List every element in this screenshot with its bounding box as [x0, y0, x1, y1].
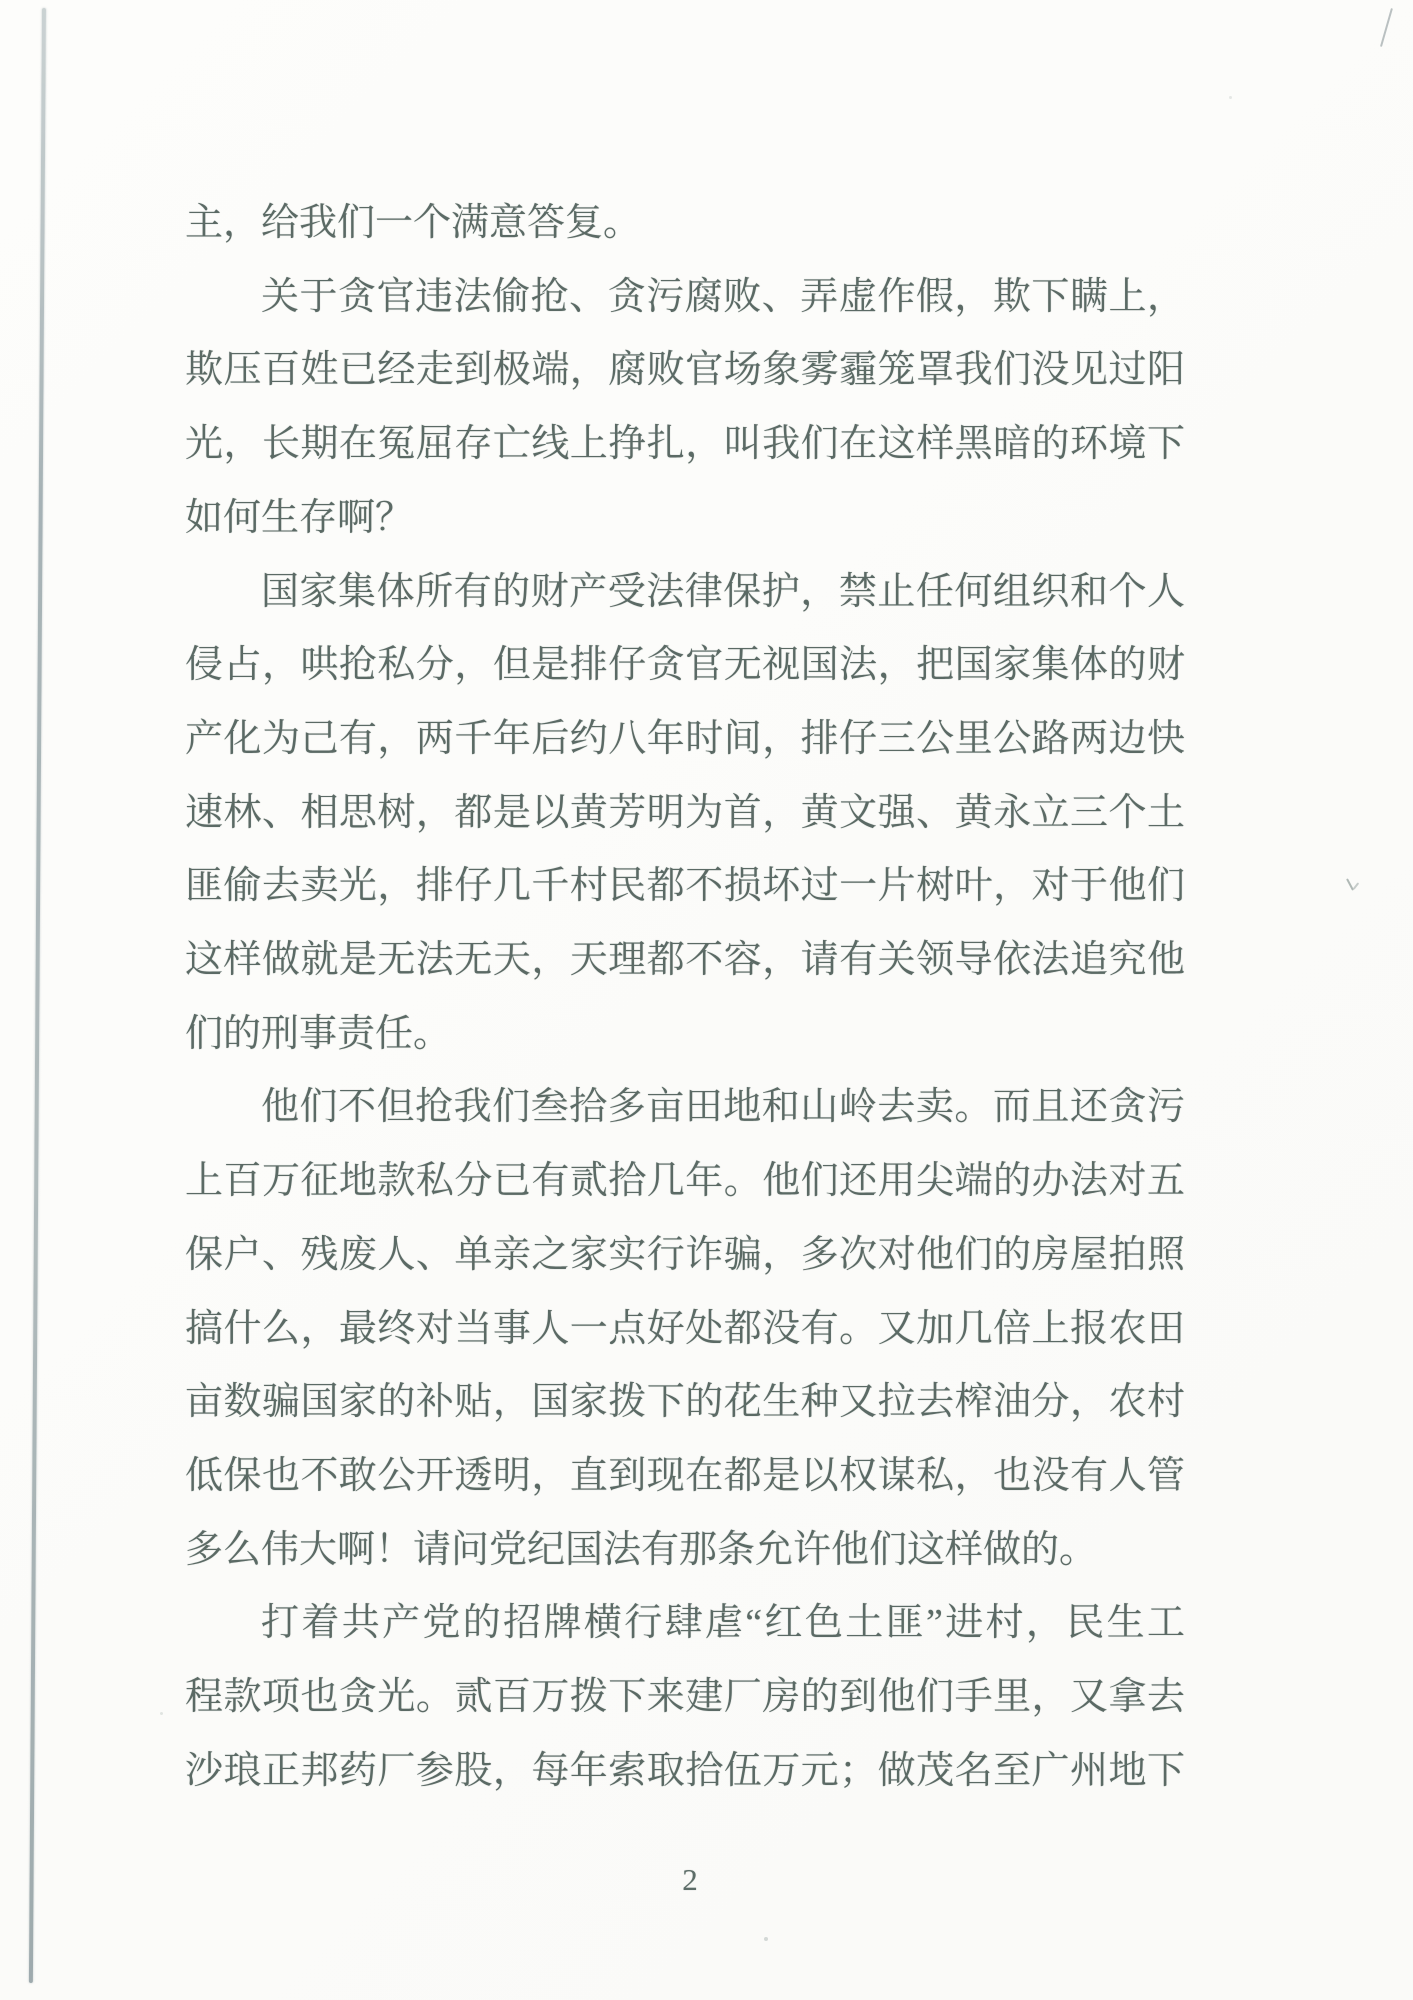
text-line: 如何生存啊？: [185, 496, 414, 539]
text-line: 程款项也贪光。贰百万拨下来建厂房的到他们手里，又拿去: [185, 1676, 1185, 1719]
page-number: 2: [682, 1862, 698, 1897]
text-line: 搞什么，最终对当事人一点好处都没有。又加几倍上报农田: [185, 1307, 1185, 1350]
text-line: 沙琅正邦药厂参股，每年索取拾伍万元；做茂名至广州地下: [185, 1749, 1185, 1792]
text-line: 上百万征地款私分已有贰拾几年。他们还用尖端的办法对五: [185, 1160, 1185, 1203]
text-line: 产化为己有，两千年后约八年时间，排仔三公里公路两边快: [185, 717, 1185, 760]
text-line: 多么伟大啊！请问党纪国法有那条允许他们这样做的。: [185, 1528, 1098, 1571]
text-line: 速林、相思树，都是以黄芳明为首，黄文强、黄永立三个土: [185, 791, 1185, 834]
text-line: 保户、残废人、单亲之家实行诈骗，多次对他们的房屋拍照: [185, 1233, 1185, 1276]
scan-speckle: [764, 1937, 768, 1941]
scan-speckle: [160, 1712, 163, 1715]
text-line: 们的刑事责任。: [185, 1012, 452, 1055]
text-line: 低保也不敢公开透明，直到现在都是以权谋私，也没有人管: [185, 1454, 1185, 1497]
text-line: 侵占，哄抢私分，但是排仔贪官无视国法，把国家集体的财: [185, 644, 1185, 687]
text-line: 他们不但抢我们叁拾多亩田地和山岭去卖。而且还贪污: [261, 1086, 1185, 1129]
text-line: 这样做就是无法无天，天理都不容，请有关领导依法追究他: [185, 939, 1185, 982]
text-line: 国家集体所有的财产受法律保护，禁止任何组织和个人: [261, 570, 1185, 613]
text-line: 欺压百姓已经走到极端，腐败官场象雾霾笼罩我们没见过阳: [185, 349, 1185, 392]
scan-speckle: [1229, 96, 1232, 99]
text-line: 光，长期在冤屈存亡线上挣扎，叫我们在这样黑暗的环境下: [185, 423, 1185, 466]
text-line: 亩数骗国家的补贴，国家拨下的花生种又拉去榨油分，农村: [185, 1381, 1185, 1424]
text-line: 主，给我们一个满意答复。: [185, 202, 642, 244]
text-block: [185, 187, 1185, 1808]
text-line: 打着共产党的招牌横行肆虐“红色土匪”进村，民生工: [261, 1602, 1185, 1645]
text-line: 关于贪官违法偷抢、贪污腐败、弄虚作假，欺下瞒上，: [261, 275, 1185, 318]
text-line: 匪偷去卖光，排仔几千村民都不损坏过一片树叶，对于他们: [185, 865, 1185, 908]
